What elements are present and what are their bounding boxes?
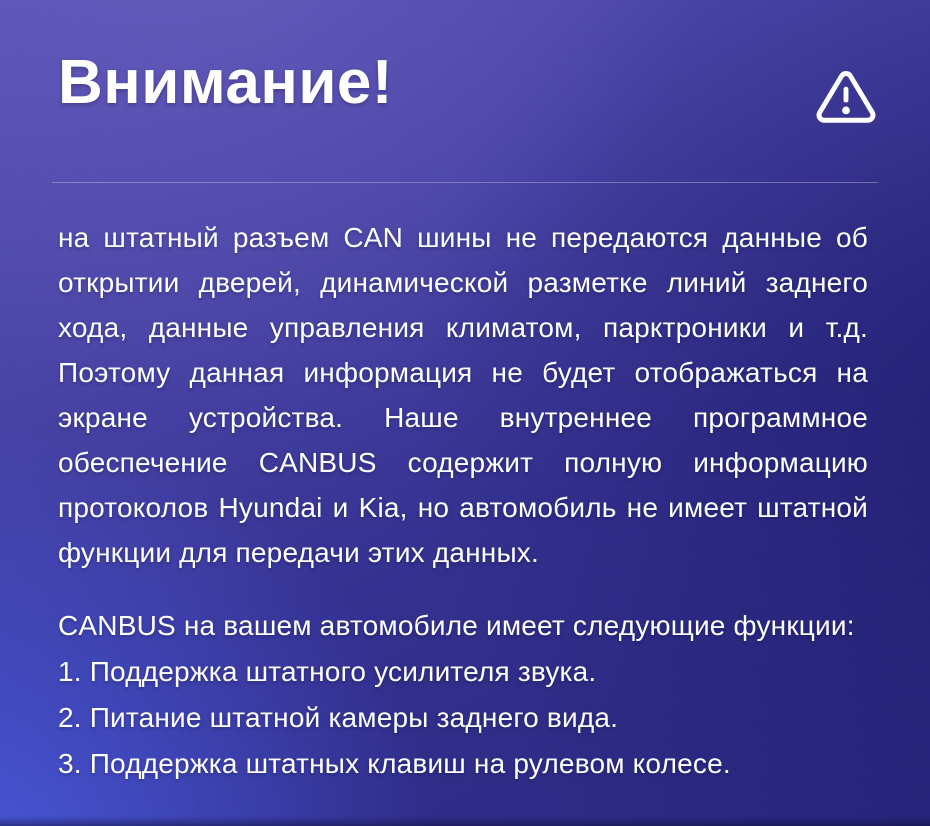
notice-line: протоколов Hyundai и Kia, но автомобиль не имеет штатной: [58, 492, 868, 523]
notice-line: экране устройства. Наше внутреннее программное: [58, 402, 868, 433]
notice-line: открытии дверей, динамической разметке линий заднего: [58, 267, 868, 298]
page-title: Внимание!: [58, 48, 394, 117]
canbus-function-item: 2. Питание штатной камеры заднего вида.: [58, 702, 619, 733]
notice-line: на штатный разъем CAN шины не передаются данные об: [58, 222, 868, 253]
notice-line: функции для передачи этих данных.: [58, 537, 539, 568]
notice-paragraph: [58, 215, 868, 575]
warning-triangle-icon: [815, 66, 877, 128]
canbus-functions-intro: CANBUS на вашем автомобиле имеет следующие функции:: [58, 610, 855, 641]
notice-line: хода, данные управления климатом, парктроники и т.д.: [58, 312, 868, 343]
header: [0, 0, 930, 128]
title-divider: [52, 182, 878, 183]
notice-line: обеспечение CANBUS содержит полную информацию: [58, 447, 868, 478]
notice-line: Поэтому данная информация не будет отображаться на: [58, 357, 868, 388]
canbus-functions-list: [58, 603, 868, 787]
canbus-function-item: 1. Поддержка штатного усилителя звука.: [58, 656, 597, 687]
canbus-function-item: 3. Поддержка штатных клавиш на рулевом колесе.: [58, 748, 731, 779]
